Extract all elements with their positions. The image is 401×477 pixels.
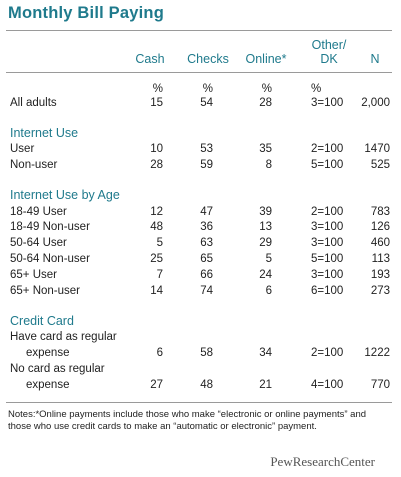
cell-checks: 36 [200,221,213,233]
pct-other: % [311,83,322,95]
cell-other: 5=100 [311,159,344,171]
top-rule [6,30,392,31]
header-checks: Checks [187,52,229,66]
cell-online: 13 [259,221,272,233]
page-title: Monthly Bill Paying [8,4,164,22]
bottom-rule [6,402,392,403]
cell-n: 273 [370,285,390,297]
cell-online: 8 [265,159,272,171]
cell-cash: 10 [150,143,163,155]
cell-n: 770 [370,379,390,391]
cell-n: 2,000 [361,97,390,109]
cell-online: 24 [259,269,272,281]
cell-n: 525 [370,159,390,171]
cell-other: 6=100 [311,285,344,297]
cell-checks: 53 [200,143,213,155]
cell-online: 29 [259,237,272,249]
row-label: 18-49 Non-user [10,221,90,233]
section-heading: Internet Use by Age [10,188,120,202]
cell-n: 126 [370,221,390,233]
cell-checks: 66 [200,269,213,281]
cell-online: 35 [259,143,272,155]
cell-cash: 12 [150,206,163,218]
pct-online: % [261,83,272,95]
cell-cash: 15 [150,97,163,109]
cell-other: 3=100 [311,221,344,233]
cell-online: 5 [265,253,272,265]
section-heading: Internet Use [10,126,79,140]
cell-n: 460 [370,237,390,249]
header-cash: Cash [135,52,165,66]
cell-other: 3=100 [311,237,344,249]
cell-cash: 27 [150,379,163,391]
cell-cash: 6 [156,347,163,359]
cell-checks: 47 [200,206,213,218]
cell-cash: 7 [156,269,163,281]
cell-other: 3=100 [311,97,344,109]
row-label: 65+ User [10,269,57,281]
cell-other: 5=100 [311,253,344,265]
cell-n: 1222 [364,347,390,359]
cell-online: 28 [259,97,272,109]
pct-checks: % [202,83,213,95]
header-other-line1: Other/ [311,38,347,52]
row-label-cont: expense [26,379,70,391]
cell-other: 2=100 [311,347,344,359]
notes: Notes:*Online payments include those who make “electronic or online payments” and those who use credit cards to make an “automatic or electronic” payment. [8,409,367,432]
cell-other: 2=100 [311,143,344,155]
header-online: Online* [245,52,287,66]
header-other-line2: DK [320,52,338,66]
cell-checks: 54 [200,97,213,109]
cell-checks: 59 [200,159,213,171]
pew-logo: PewResearchCenter [270,454,375,469]
cell-checks: 48 [200,379,213,391]
cell-checks: 74 [200,285,213,297]
row-label: Non-user [10,159,58,171]
row-label: No card as regular [10,363,105,375]
row-label: 50-64 Non-user [10,253,90,265]
cell-cash: 5 [156,237,163,249]
row-label: 65+ Non-user [10,285,80,297]
cell-online: 34 [259,347,272,359]
cell-online: 39 [259,206,272,218]
row-label: Have card as regular [10,331,117,343]
row-label-cont: expense [26,347,70,359]
row-label: 50-64 User [10,237,67,249]
header-rule [6,72,392,73]
cell-cash: 14 [150,285,163,297]
cell-online: 21 [259,379,272,391]
header-n: N [370,52,380,66]
cell-other: 3=100 [311,269,344,281]
cell-n: 783 [370,206,390,218]
cell-cash: 25 [150,253,163,265]
cell-other: 4=100 [311,379,344,391]
cell-other: 2=100 [311,206,344,218]
cell-online: 6 [265,285,272,297]
cell-cash: 48 [150,221,163,233]
cell-checks: 63 [200,237,213,249]
pct-cash: % [152,83,163,95]
cell-n: 193 [370,269,390,281]
row-label: All adults [10,97,57,109]
cell-checks: 65 [200,253,213,265]
row-label: 18-49 User [10,206,67,218]
cell-n: 1470 [364,143,390,155]
section-heading: Credit Card [10,314,74,328]
cell-n: 113 [371,253,390,265]
cell-checks: 58 [200,347,213,359]
row-label: User [10,143,35,155]
cell-cash: 28 [150,159,163,171]
